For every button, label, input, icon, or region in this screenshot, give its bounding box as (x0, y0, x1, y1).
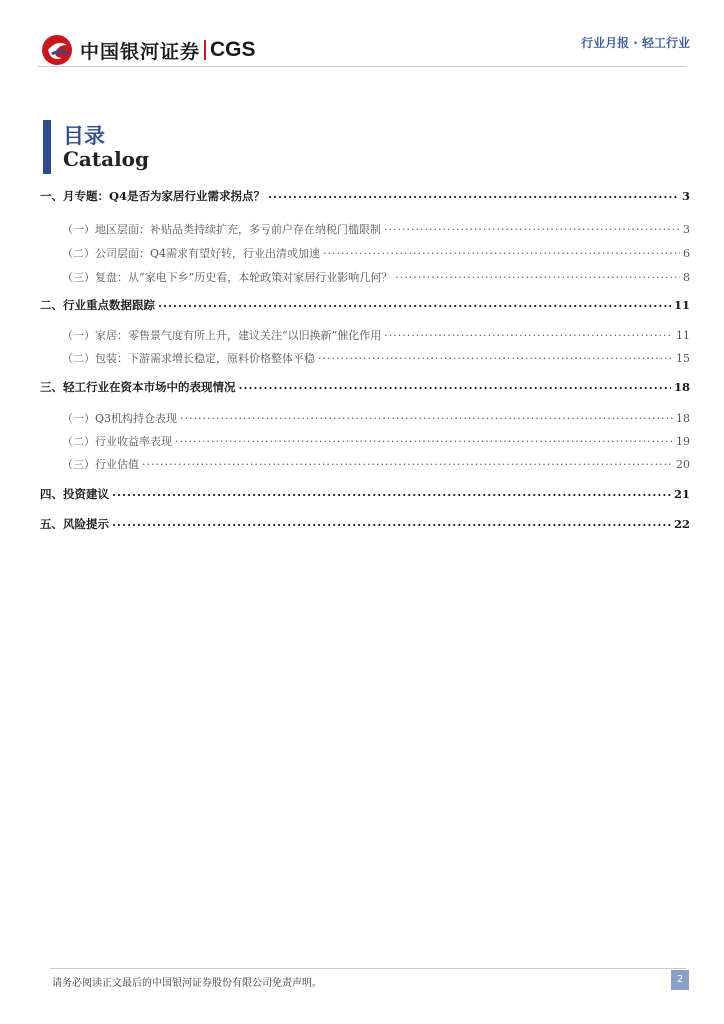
toc-title: 包装：下游需求增长稳定，原料价格整体平稳 (95, 352, 315, 365)
toc-page-number: 3 (683, 223, 690, 236)
toc-leader-dots (112, 517, 671, 529)
toc-number: 二、 (40, 298, 63, 312)
toc-page-number: 22 (673, 517, 690, 531)
page-number-badge: 2 (671, 970, 689, 990)
toc-title: 月专题：Q4是否为家居行业需求拐点？ (63, 189, 266, 203)
toc-number: 一、 (40, 189, 63, 203)
toc-page-number: 11 (676, 329, 690, 342)
toc-page-number: 18 (673, 380, 690, 394)
page-header (0, 0, 724, 80)
catalog-title-cn: 目录 (63, 124, 105, 148)
toc-entry[interactable] (62, 456, 690, 472)
catalog-accent-bar (43, 120, 51, 174)
toc-page-number: 15 (676, 352, 690, 365)
toc-entry[interactable] (40, 188, 690, 204)
toc-entry[interactable] (62, 269, 690, 285)
toc-title: 投资建议 (63, 487, 109, 501)
toc-leader-dots (239, 380, 671, 392)
toc-number: （三） (62, 458, 95, 471)
toc-leader-dots (268, 189, 679, 201)
toc-entry[interactable] (62, 410, 690, 426)
logo-text-en: CGS (210, 38, 256, 61)
toc-entry[interactable] (40, 379, 690, 395)
toc-page-number: 11 (673, 298, 690, 312)
toc-entry[interactable] (40, 486, 690, 502)
toc-page-number: 3 (681, 189, 690, 203)
company-logo (40, 33, 256, 67)
toc-page-number: 20 (676, 458, 690, 471)
toc-page-number: 21 (673, 487, 690, 501)
toc-leader-dots (395, 270, 680, 281)
toc-number: （二） (62, 352, 95, 365)
toc-title: 行业重点数据跟踪 (63, 298, 155, 312)
toc-title: 行业估值 (95, 458, 139, 471)
toc-leader-dots (384, 222, 680, 233)
logo-separator (204, 40, 206, 60)
toc-number: （一） (62, 412, 95, 425)
toc-entry[interactable] (62, 433, 690, 449)
toc-number: 三、 (40, 380, 63, 394)
toc-entry[interactable] (40, 297, 690, 313)
toc-title: 公司层面：Q4需求有望好转，行业出清或加速 (95, 247, 321, 260)
toc-number: 五、 (40, 517, 63, 531)
toc-page-number: 6 (683, 247, 690, 260)
toc-number: （二） (62, 247, 95, 260)
toc-title: 行业收益率表现 (95, 435, 172, 448)
toc-page-number: 18 (676, 412, 690, 425)
toc-leader-dots (323, 246, 680, 257)
toc-leader-dots (158, 298, 671, 310)
footer-divider (50, 968, 686, 969)
cgs-logo-icon (40, 33, 74, 67)
toc-entry[interactable] (40, 516, 690, 532)
footer-disclaimer: 请务必阅读正文最后的中国银河证券股份有限公司免责声明。 (52, 978, 322, 989)
toc-entry[interactable] (62, 221, 690, 237)
toc-number: （一） (62, 329, 95, 342)
catalog-title-en: Catalog (63, 147, 149, 171)
toc-page-number: 8 (683, 271, 690, 284)
toc-title: Q3机构持仓表现 (95, 412, 178, 425)
toc-leader-dots (318, 351, 673, 362)
toc-title: 家居：零售景气度有所上升，建议关注“以旧换新”催化作用 (95, 329, 382, 342)
toc-entry[interactable] (62, 327, 690, 343)
toc-number: （二） (62, 435, 95, 448)
toc-number: （一） (62, 223, 95, 236)
toc-title: 复盘：从“家电下乡”历史看，本轮政策对家居行业影响几何？ (95, 271, 393, 284)
toc-title: 轻工行业在资本市场中的表现情况 (63, 380, 236, 394)
toc-entry[interactable] (62, 350, 690, 366)
header-divider (38, 66, 686, 67)
toc-leader-dots (384, 328, 673, 339)
report-type: 行业月报 · 轻工行业 (581, 36, 690, 50)
toc-leader-dots (142, 457, 673, 468)
toc-title: 地区层面：补贴品类持续扩充，多亏前户存在纳税门槛限制 (95, 223, 381, 236)
toc-page-number: 19 (676, 435, 690, 448)
logo-text-cn: 中国银河证券 (80, 40, 201, 63)
toc-leader-dots (175, 434, 673, 445)
toc-number: （三） (62, 271, 95, 284)
toc-number: 四、 (40, 487, 63, 501)
toc-leader-dots (180, 411, 673, 422)
toc-leader-dots (112, 487, 671, 499)
toc-entry[interactable] (62, 245, 690, 261)
toc-title: 风险提示 (63, 517, 109, 531)
